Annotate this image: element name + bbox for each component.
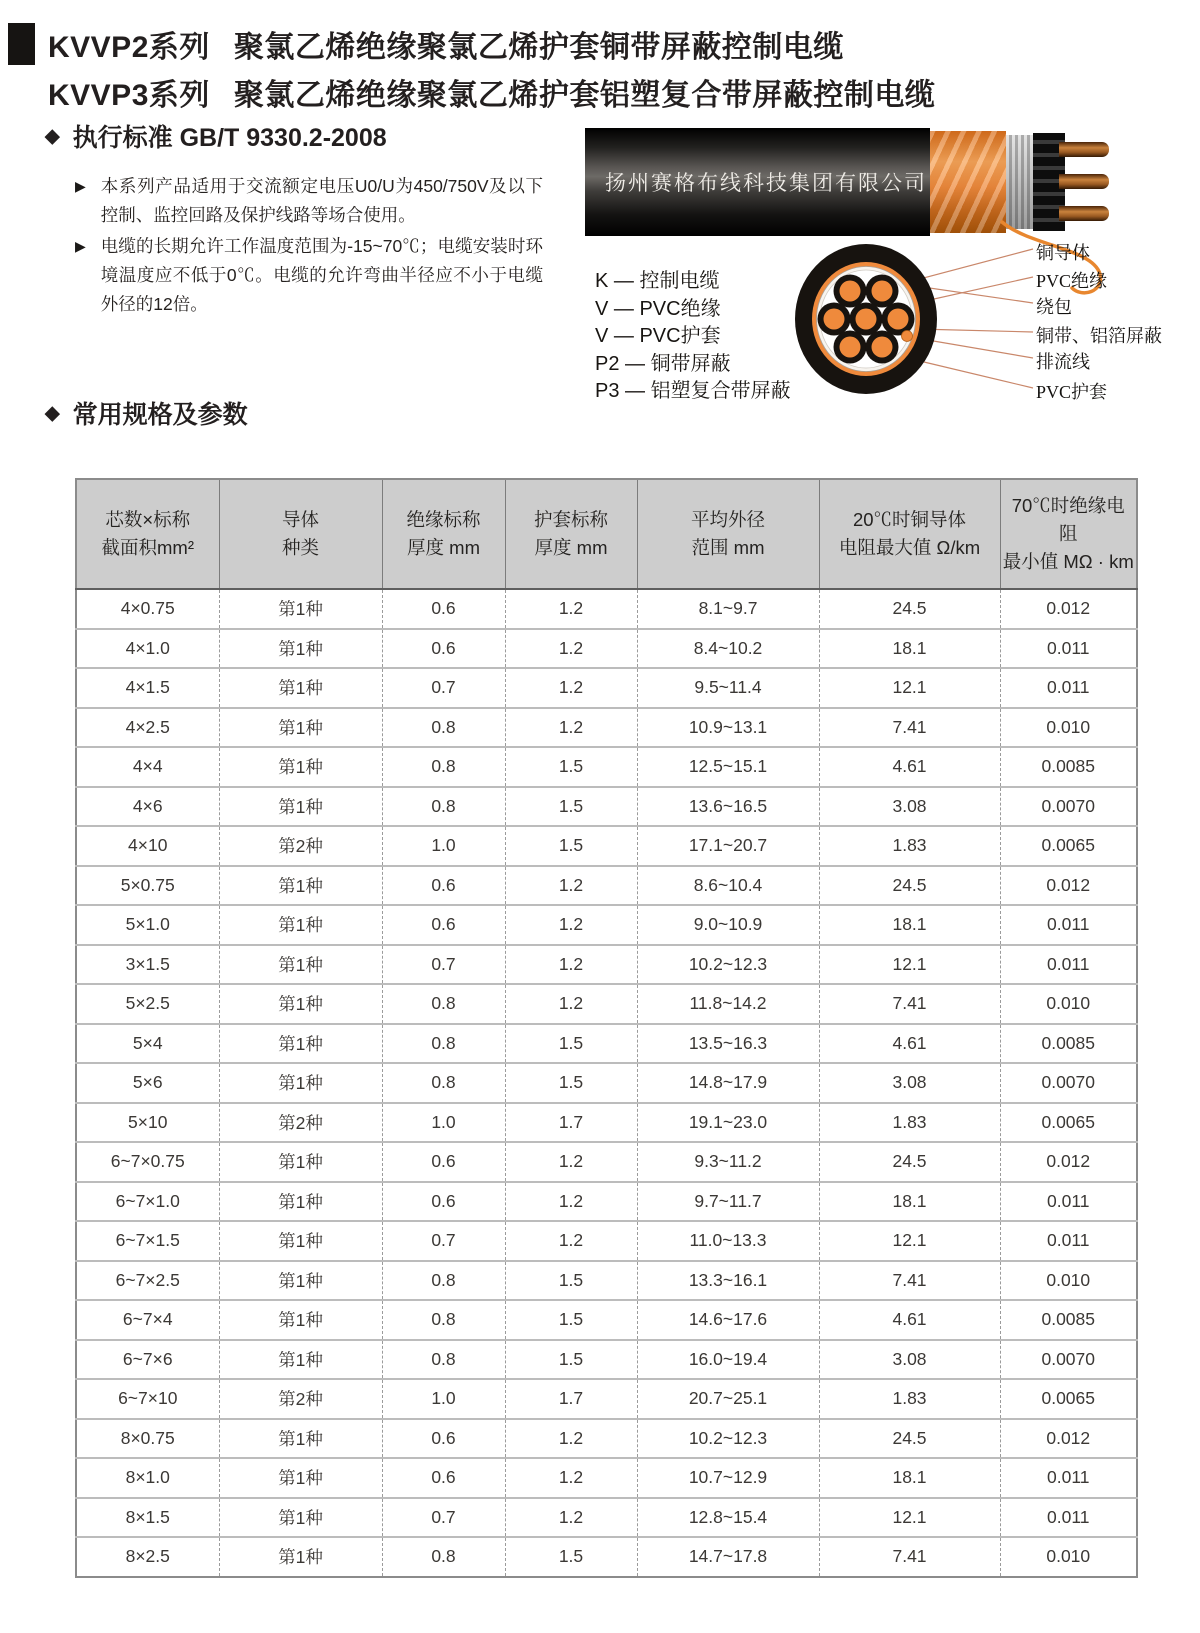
table-cell: 9.7~11.7 bbox=[637, 1182, 819, 1222]
table-row bbox=[76, 1537, 1137, 1577]
table-row bbox=[76, 1458, 1137, 1498]
table-cell: 8×2.5 bbox=[76, 1537, 219, 1577]
table-cell: 24.5 bbox=[819, 589, 1000, 629]
table-cell: 1.2 bbox=[505, 1419, 637, 1459]
note-item bbox=[75, 232, 543, 319]
legend-item: V — PVC护套 bbox=[595, 325, 721, 347]
header-line-2: 厚度 mm bbox=[407, 537, 480, 558]
table-cell: 4×1.5 bbox=[76, 668, 219, 708]
table-row bbox=[76, 1300, 1137, 1340]
table-cell: 17.1~20.7 bbox=[637, 826, 819, 866]
table-cell: 11.8~14.2 bbox=[637, 984, 819, 1024]
table-cell: 第1种 bbox=[219, 747, 382, 787]
cable-outer-sheath bbox=[585, 128, 930, 236]
table-cell: 8×1.5 bbox=[76, 1498, 219, 1538]
table-cell: 18.1 bbox=[819, 1182, 1000, 1222]
table-row bbox=[76, 668, 1137, 708]
table-cell: 0.7 bbox=[382, 1221, 505, 1261]
table-cell: 0.0065 bbox=[1000, 1379, 1137, 1419]
table-header-cell bbox=[505, 479, 637, 589]
table-cell: 1.2 bbox=[505, 1221, 637, 1261]
table-cell: 12.1 bbox=[819, 1221, 1000, 1261]
note-text: 本系列产品适用于交流额定电压U0/U为450/750V及以下控制、监控回路及保护线路等场合使用。 bbox=[100, 176, 543, 225]
table-cell: 13.3~16.1 bbox=[637, 1261, 819, 1301]
table-cell: 0.8 bbox=[382, 1340, 505, 1380]
table-cell: 0.0065 bbox=[1000, 826, 1137, 866]
table-cell: 1.83 bbox=[819, 1379, 1000, 1419]
spec-table bbox=[75, 478, 1138, 1578]
table-cell: 14.8~17.9 bbox=[637, 1063, 819, 1103]
table-cell: 0.7 bbox=[382, 945, 505, 985]
table-cell: 6~7×4 bbox=[76, 1300, 219, 1340]
table-cell: 1.2 bbox=[505, 1142, 637, 1182]
table-row bbox=[76, 589, 1137, 629]
triangle-bullet-icon: ▶ bbox=[75, 178, 86, 194]
header-line-1: 70℃时绝缘电阻 bbox=[1011, 495, 1125, 544]
table-cell: 8×1.0 bbox=[76, 1458, 219, 1498]
table-cell: 5×10 bbox=[76, 1103, 219, 1143]
table-row bbox=[76, 787, 1137, 827]
header-line-2: 电阻最大值 Ω/km bbox=[838, 537, 981, 558]
table-cell: 4.61 bbox=[819, 1024, 1000, 1064]
table-cell: 1.5 bbox=[505, 747, 637, 787]
triangle-bullet-icon: ▶ bbox=[75, 238, 86, 254]
table-cell: 0.012 bbox=[1000, 1142, 1137, 1182]
table-cell: 0.010 bbox=[1000, 1261, 1137, 1301]
table-cell: 5×6 bbox=[76, 1063, 219, 1103]
table-cell: 0.010 bbox=[1000, 1537, 1137, 1577]
specs-heading-text: 常用规格及参数 bbox=[72, 401, 248, 429]
table-cell: 0.012 bbox=[1000, 1419, 1137, 1459]
table-row bbox=[76, 905, 1137, 945]
table-cell: 5×4 bbox=[76, 1024, 219, 1064]
legend-item: P3 — 铝塑复合带屏蔽 bbox=[595, 380, 791, 402]
table-header-cell bbox=[382, 479, 505, 589]
table-cell: 第1种 bbox=[219, 1537, 382, 1577]
table-cell: 18.1 bbox=[819, 905, 1000, 945]
table-cell: 0.7 bbox=[382, 1498, 505, 1538]
table-cell: 13.5~16.3 bbox=[637, 1024, 819, 1064]
table-cell: 8×0.75 bbox=[76, 1419, 219, 1459]
callout-label-conductor: 铜导体 bbox=[1036, 243, 1090, 263]
table-cell: 6~7×6 bbox=[76, 1340, 219, 1380]
note-item bbox=[75, 172, 543, 230]
table-row bbox=[76, 1340, 1137, 1380]
header-line-2: 厚度 mm bbox=[534, 537, 608, 558]
table-cell: 1.7 bbox=[505, 1379, 637, 1419]
table-cell: 0.6 bbox=[382, 866, 505, 906]
cable-shield-layer bbox=[1006, 135, 1033, 229]
table-cell: 第2种 bbox=[219, 1379, 382, 1419]
table-cell: 4×10 bbox=[76, 826, 219, 866]
table-row bbox=[76, 1379, 1137, 1419]
header-line-2: 范围 mm bbox=[691, 537, 765, 558]
table-cell: 1.2 bbox=[505, 905, 637, 945]
table-row bbox=[76, 1103, 1137, 1143]
table-cell: 第1种 bbox=[219, 905, 382, 945]
table-cell: 1.2 bbox=[505, 668, 637, 708]
copper-conductor-rod bbox=[1059, 174, 1109, 189]
table-cell: 10.7~12.9 bbox=[637, 1458, 819, 1498]
table-cell: 0.8 bbox=[382, 1261, 505, 1301]
table-cell: 9.3~11.2 bbox=[637, 1142, 819, 1182]
table-cell: 1.2 bbox=[505, 984, 637, 1024]
table-cell: 1.5 bbox=[505, 1340, 637, 1380]
table-cell: 0.8 bbox=[382, 787, 505, 827]
table-row bbox=[76, 1024, 1137, 1064]
table-cell: 0.6 bbox=[382, 1182, 505, 1222]
callout-label-insulation: PVC绝缘 bbox=[1036, 271, 1108, 291]
table-cell: 12.8~15.4 bbox=[637, 1498, 819, 1538]
series-code-kvvp3: KVVP3系列 bbox=[48, 79, 210, 112]
cable-brand-text: 扬州赛格布线科技集团有限公司 bbox=[605, 171, 927, 195]
table-cell: 10.9~13.1 bbox=[637, 708, 819, 748]
table-row bbox=[76, 1221, 1137, 1261]
spec-table-container bbox=[75, 478, 1138, 1578]
table-cell: 第1种 bbox=[219, 1419, 382, 1459]
table-cell: 0.8 bbox=[382, 1537, 505, 1577]
table-row bbox=[76, 866, 1137, 906]
table-cell: 1.5 bbox=[505, 1063, 637, 1103]
table-cell: 第1种 bbox=[219, 1498, 382, 1538]
header-line-1: 导体 bbox=[281, 509, 319, 530]
table-cell: 0.8 bbox=[382, 1300, 505, 1340]
header-line-2: 种类 bbox=[281, 537, 319, 558]
table-cell: 1.5 bbox=[505, 1300, 637, 1340]
table-cell: 12.1 bbox=[819, 945, 1000, 985]
table-row bbox=[76, 945, 1137, 985]
table-cell: 0.011 bbox=[1000, 905, 1137, 945]
table-cell: 1.2 bbox=[505, 589, 637, 629]
table-cell: 8.4~10.2 bbox=[637, 629, 819, 669]
note-text: 电缆的长期允许工作温度范围为-15~70℃；电缆安装时环境温度应不低于0℃。电缆的允许弯曲半径应不小于电缆外径的12倍。 bbox=[100, 236, 543, 314]
table-cell: 0.6 bbox=[382, 1458, 505, 1498]
table-cell: 1.7 bbox=[505, 1103, 637, 1143]
table-cell: 10.2~12.3 bbox=[637, 945, 819, 985]
table-cell: 12.5~15.1 bbox=[637, 747, 819, 787]
table-cell: 6~7×10 bbox=[76, 1379, 219, 1419]
table-cell: 7.41 bbox=[819, 708, 1000, 748]
table-cell: 第1种 bbox=[219, 668, 382, 708]
header-line-1: 20℃时铜导体 bbox=[852, 509, 967, 530]
diamond-icon: ◆ bbox=[45, 402, 60, 424]
table-cell: 1.83 bbox=[819, 826, 1000, 866]
table-cell: 第1种 bbox=[219, 1182, 382, 1222]
table-header-cell bbox=[76, 479, 219, 589]
table-cell: 7.41 bbox=[819, 1261, 1000, 1301]
table-cell: 0.011 bbox=[1000, 668, 1137, 708]
table-cell: 0.6 bbox=[382, 905, 505, 945]
table-cell: 4×0.75 bbox=[76, 589, 219, 629]
table-cell: 0.011 bbox=[1000, 1221, 1137, 1261]
table-cell: 18.1 bbox=[819, 1458, 1000, 1498]
table-cell: 16.0~19.4 bbox=[637, 1340, 819, 1380]
product-notes bbox=[75, 172, 543, 321]
table-row bbox=[76, 1182, 1137, 1222]
table-cell: 1.0 bbox=[382, 1379, 505, 1419]
table-cell: 12.1 bbox=[819, 668, 1000, 708]
legend-item: P2 — 铜带屏蔽 bbox=[595, 352, 731, 375]
copper-conductor-rod bbox=[1059, 142, 1109, 157]
table-cell: 0.011 bbox=[1000, 629, 1137, 669]
table-header-cell bbox=[819, 479, 1000, 589]
table-cell: 1.5 bbox=[505, 826, 637, 866]
table-cell: 第1种 bbox=[219, 1024, 382, 1064]
header-line-1: 绝缘标称 bbox=[406, 509, 481, 530]
table-cell: 6~7×2.5 bbox=[76, 1261, 219, 1301]
title-line-2 bbox=[48, 68, 935, 116]
table-cell: 1.5 bbox=[505, 1261, 637, 1301]
table-cell: 6~7×1.5 bbox=[76, 1221, 219, 1261]
table-cell: 1.5 bbox=[505, 1024, 637, 1064]
table-cell: 1.2 bbox=[505, 629, 637, 669]
table-row bbox=[76, 747, 1137, 787]
table-cell: 8.1~9.7 bbox=[637, 589, 819, 629]
table-cell: 第1种 bbox=[219, 708, 382, 748]
table-cell: 18.1 bbox=[819, 629, 1000, 669]
table-cell: 14.6~17.6 bbox=[637, 1300, 819, 1340]
table-cell: 第1种 bbox=[219, 984, 382, 1024]
table-cell: 24.5 bbox=[819, 1142, 1000, 1182]
table-cell: 6~7×0.75 bbox=[76, 1142, 219, 1182]
header-line-1: 护套标称 bbox=[533, 509, 608, 530]
table-cell: 7.41 bbox=[819, 1537, 1000, 1577]
table-row bbox=[76, 708, 1137, 748]
table-cell: 0.011 bbox=[1000, 1458, 1137, 1498]
table-cell: 第1种 bbox=[219, 1142, 382, 1182]
table-cell: 19.1~23.0 bbox=[637, 1103, 819, 1143]
table-cell: 第1种 bbox=[219, 1063, 382, 1103]
table-cell: 8.6~10.4 bbox=[637, 866, 819, 906]
table-cell: 1.0 bbox=[382, 1103, 505, 1143]
table-header-row bbox=[76, 479, 1137, 589]
table-cell: 0.010 bbox=[1000, 984, 1137, 1024]
table-cell: 24.5 bbox=[819, 866, 1000, 906]
header-line-2: 截面积mm² bbox=[101, 537, 194, 558]
table-cell: 第1种 bbox=[219, 866, 382, 906]
table-cell: 1.5 bbox=[505, 1537, 637, 1577]
table-cell: 4×1.0 bbox=[76, 629, 219, 669]
table-cell: 第1种 bbox=[219, 629, 382, 669]
table-cell: 0.7 bbox=[382, 668, 505, 708]
callout-label-shield: 铜带、铝箔屏蔽 bbox=[1036, 326, 1162, 346]
table-cell: 4×6 bbox=[76, 787, 219, 827]
table-cell: 0.011 bbox=[1000, 945, 1137, 985]
table-cell: 1.2 bbox=[505, 945, 637, 985]
specs-heading bbox=[45, 395, 248, 431]
table-row bbox=[76, 629, 1137, 669]
table-cell: 1.2 bbox=[505, 1498, 637, 1538]
table-body bbox=[76, 589, 1137, 1577]
table-cell: 3.08 bbox=[819, 1340, 1000, 1380]
header-line-2: 最小值 MΩ · km bbox=[1002, 551, 1134, 572]
callout-label-sheath: PVC护套 bbox=[1036, 382, 1108, 402]
table-cell: 0.0085 bbox=[1000, 1300, 1137, 1340]
table-cell: 11.0~13.3 bbox=[637, 1221, 819, 1261]
table-cell: 1.2 bbox=[505, 1458, 637, 1498]
table-cell: 0.8 bbox=[382, 1024, 505, 1064]
table-cell: 3.08 bbox=[819, 787, 1000, 827]
legend-item: K — 控制电缆 bbox=[595, 270, 720, 292]
table-cell: 9.5~11.4 bbox=[637, 668, 819, 708]
table-cell: 第1种 bbox=[219, 589, 382, 629]
table-row bbox=[76, 1419, 1137, 1459]
callout-label-wrap: 绕包 bbox=[1036, 297, 1072, 317]
header-line-1: 平均外径 bbox=[690, 509, 765, 530]
table-cell: 6~7×1.0 bbox=[76, 1182, 219, 1222]
table-cell: 0.0085 bbox=[1000, 1024, 1137, 1064]
table-cell: 第2种 bbox=[219, 1103, 382, 1143]
table-row bbox=[76, 1063, 1137, 1103]
table-cell: 0.012 bbox=[1000, 866, 1137, 906]
header-line-1: 芯数×标称 bbox=[105, 509, 191, 530]
table-cell: 第1种 bbox=[219, 945, 382, 985]
series-name-kvvp2: 聚氯乙烯绝缘聚氯乙烯护套铜带屏蔽控制电缆 bbox=[233, 31, 844, 64]
table-cell: 第1种 bbox=[219, 1221, 382, 1261]
callout-label-drain-wire: 排流线 bbox=[1036, 352, 1090, 372]
table-header-cell bbox=[637, 479, 819, 589]
standard-heading bbox=[45, 118, 387, 154]
table-cell: 3.08 bbox=[819, 1063, 1000, 1103]
table-cell: 1.83 bbox=[819, 1103, 1000, 1143]
table-cell: 第1种 bbox=[219, 1458, 382, 1498]
table-cell: 1.5 bbox=[505, 787, 637, 827]
table-cell: 0.6 bbox=[382, 589, 505, 629]
table-cell: 0.6 bbox=[382, 629, 505, 669]
table-cell: 0.0070 bbox=[1000, 1340, 1137, 1380]
series-name-kvvp3: 聚氯乙烯绝缘聚氯乙烯护套铝塑复合带屏蔽控制电缆 bbox=[233, 79, 936, 112]
table-row bbox=[76, 984, 1137, 1024]
table-cell: 5×2.5 bbox=[76, 984, 219, 1024]
standard-heading-text: 执行标准 GB/T 9330.2-2008 bbox=[72, 124, 387, 152]
table-cell: 0.012 bbox=[1000, 589, 1137, 629]
table-cell: 5×1.0 bbox=[76, 905, 219, 945]
table-header-cell bbox=[1000, 479, 1137, 589]
table-cell: 0.8 bbox=[382, 1063, 505, 1103]
table-row bbox=[76, 826, 1137, 866]
table-row bbox=[76, 1498, 1137, 1538]
table-cell: 0.6 bbox=[382, 1419, 505, 1459]
table-cell: 第1种 bbox=[219, 1340, 382, 1380]
table-cell: 0.6 bbox=[382, 1142, 505, 1182]
table-cell: 7.41 bbox=[819, 984, 1000, 1024]
table-cell: 第1种 bbox=[219, 1300, 382, 1340]
table-row bbox=[76, 1142, 1137, 1182]
table-row bbox=[76, 1261, 1137, 1301]
table-cell: 0.011 bbox=[1000, 1182, 1137, 1222]
table-cell: 24.5 bbox=[819, 1419, 1000, 1459]
table-cell: 5×0.75 bbox=[76, 866, 219, 906]
table-cell: 14.7~17.8 bbox=[637, 1537, 819, 1577]
drain-wire-dot bbox=[902, 331, 913, 342]
table-cell: 1.2 bbox=[505, 708, 637, 748]
table-cell: 20.7~25.1 bbox=[637, 1379, 819, 1419]
table-cell: 1.0 bbox=[382, 826, 505, 866]
table-cell: 3×1.5 bbox=[76, 945, 219, 985]
title-square-marker bbox=[8, 23, 35, 65]
table-cell: 9.0~10.9 bbox=[637, 905, 819, 945]
table-cell: 第1种 bbox=[219, 1261, 382, 1301]
table-cell: 4.61 bbox=[819, 1300, 1000, 1340]
table-cell: 4×4 bbox=[76, 747, 219, 787]
title-line-1 bbox=[8, 20, 935, 68]
table-cell: 第2种 bbox=[219, 826, 382, 866]
table-header-cell bbox=[219, 479, 382, 589]
table-cell: 0.8 bbox=[382, 708, 505, 748]
table-cell: 10.2~12.3 bbox=[637, 1419, 819, 1459]
table-cell: 0.0065 bbox=[1000, 1103, 1137, 1143]
table-cell: 第1种 bbox=[219, 787, 382, 827]
diamond-icon: ◆ bbox=[45, 125, 60, 147]
table-cell: 4.61 bbox=[819, 747, 1000, 787]
legend-item: V — PVC绝缘 bbox=[595, 297, 721, 320]
table-cell: 12.1 bbox=[819, 1498, 1000, 1538]
table-cell: 13.6~16.5 bbox=[637, 787, 819, 827]
table-cell: 0.0085 bbox=[1000, 747, 1137, 787]
table-cell: 0.0070 bbox=[1000, 1063, 1137, 1103]
table-cell: 1.2 bbox=[505, 866, 637, 906]
table-cell: 0.8 bbox=[382, 747, 505, 787]
series-code-kvvp2: KVVP2系列 bbox=[48, 31, 210, 64]
table-cell: 0.0070 bbox=[1000, 787, 1137, 827]
table-cell: 1.2 bbox=[505, 1182, 637, 1222]
page-title bbox=[8, 20, 935, 116]
table-cell: 4×2.5 bbox=[76, 708, 219, 748]
table-cell: 0.8 bbox=[382, 984, 505, 1024]
table-cell: 0.010 bbox=[1000, 708, 1137, 748]
table-cell: 0.011 bbox=[1000, 1498, 1137, 1538]
